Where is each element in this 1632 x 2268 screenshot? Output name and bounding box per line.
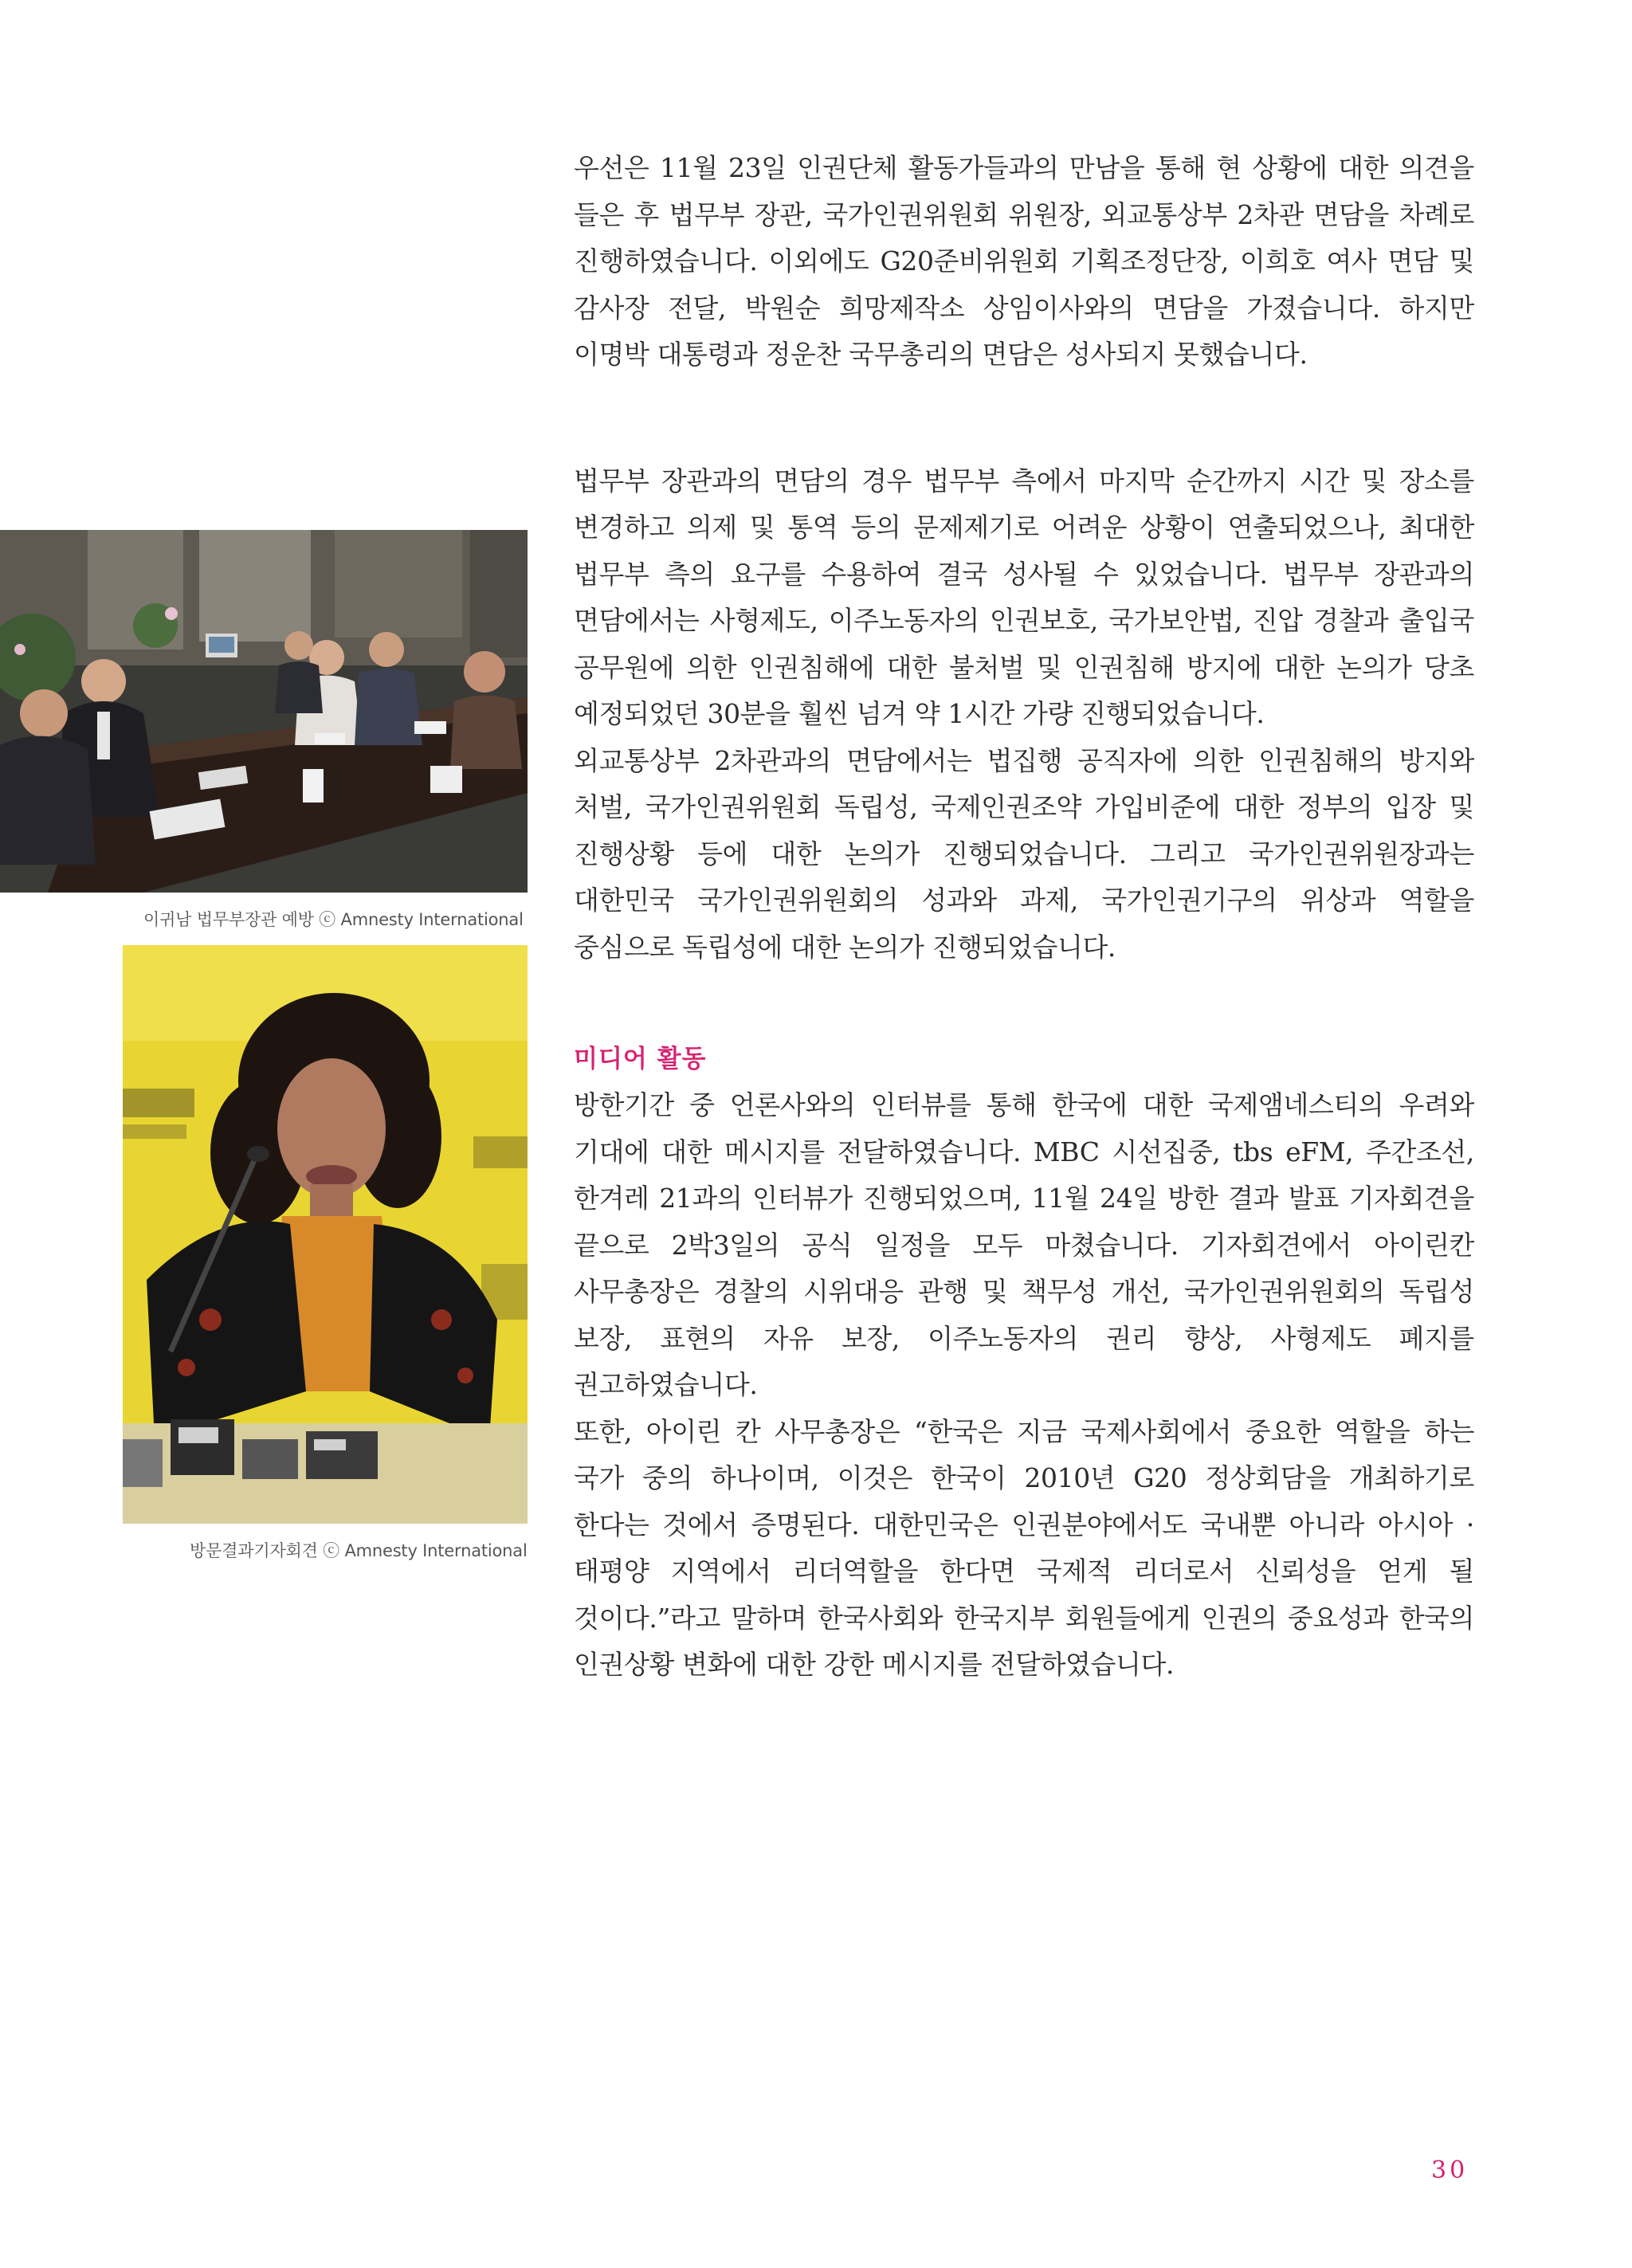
- paragraph-media-interviews: 방한기간 중 언론사와의 인터뷰를 통해 한국에 대한 국제앰네스티의 우려와 기대에 대한 메시지를 전달하였습니다. MBC 시선집중, tbs eFM, 주간조선, 한겨레 21과의 인터뷰가 진행되었으며, 11월 24일 방한 결과 발표 기자회견을 끝으로 2박3일의 공식 일정을 모두 마쳤습니다. 기자회견에서 아이린칸 사무총장은 경찰의 시위대응 관행 및 책무성 개선, 국가인권위원회의 독립성 보장, 표현의 자유 보장, 이주노동자의 권리 향상, 사형제도 폐지를 권고하였습니다.: [574, 1089, 1474, 1400]
- press-conference-photo: [123, 945, 528, 1524]
- photo-caption-meeting: 이귀남 법무부장관 예방 ⓒ Amnesty International: [143, 910, 524, 929]
- photo-caption-press: 방문결과기자회견 ⓒ Amnesty International: [190, 1541, 528, 1560]
- section-heading-media: 미디어 활동: [574, 1045, 707, 1073]
- meeting-photo: [0, 530, 528, 893]
- paragraph-foreign-affairs: 외교통상부 2차관과의 면담에서는 법집행 공직자에 의한 인권침해의 방지와 처벌, 국가인권위원회 독립성, 국제인권조약 가입비준에 대한 정부의 입장 및 진행상황 등에 대한 논의가 진행되었습니다. 그리고 국가인권위원장과는 대한민국 국가인권위원회의 성과와 과제, 국가인권기구의 위상과 역할을 중심으로 독립성에 대한 논의가 진행되었습니다.: [574, 744, 1474, 963]
- paragraph-quote: 또한, 아이린 칸 사무총장은 “한국은 지금 국제사회에서 중요한 역할을 하는 국가 중의 하나이며, 이것은 한국이 2010년 G20 정상회담을 개최하기로 한다는 것에서 증명된다. 대한민국은 인권분야에서도 국내뿐 아니라 아시아 · 태평양 지역에서 리더역할을 한다면 국제적 리더로서 신뢰성을 얻게 될 것이다.”라고 말하며 한국사회와 한국지부 회원들에게 인권의 중요성과 한국의 인권상황 변화에 대한 강한 메시지를 전달하였습니다.: [574, 1415, 1475, 1680]
- paragraph-justice-minister: 법무부 장관과의 면담의 경우 법무부 측에서 마지막 순간까지 시간 및 장소를 변경하고 의제 및 통역 등의 문제제기로 어려운 상황이 연출되었으나, 최대한 법무부 측의 요구를 수용하여 결국 성사될 수 있었습니다. 법무부 장관과의 면담에서는 사형제도, 이주노동자의 인권보호, 국가보안법, 진압 경찰과 출입국 공무원에 의한 인권침해에 대한 불처벌 및 인권침해 방지에 대한 논의가 당초 예정되었던 30분을 훨씬 넘겨 약 1시간 가량 진행되었습니다.: [574, 465, 1474, 729]
- page-number: 30: [1431, 2156, 1469, 2184]
- article-body: [574, 145, 1474, 1689]
- paragraph-meetings: 우선은 11월 23일 인권단체 활동가들과의 만남을 통해 현 상황에 대한 의견을 들은 후 법무부 장관, 국가인권위원회 위원장, 외교통상부 2차관 면담을 차례로 진행하였습니다. 이외에도 G20준비위원회 기획조정단장, 이희호 여사 면담 및 감사장 전달, 박원순 희망제작소 상임이사와의 면담을 가졌습니다. 하지만 이명박 대통령과 정운찬 국무총리의 면담은 성사되지 못했습니다.: [574, 152, 1474, 370]
